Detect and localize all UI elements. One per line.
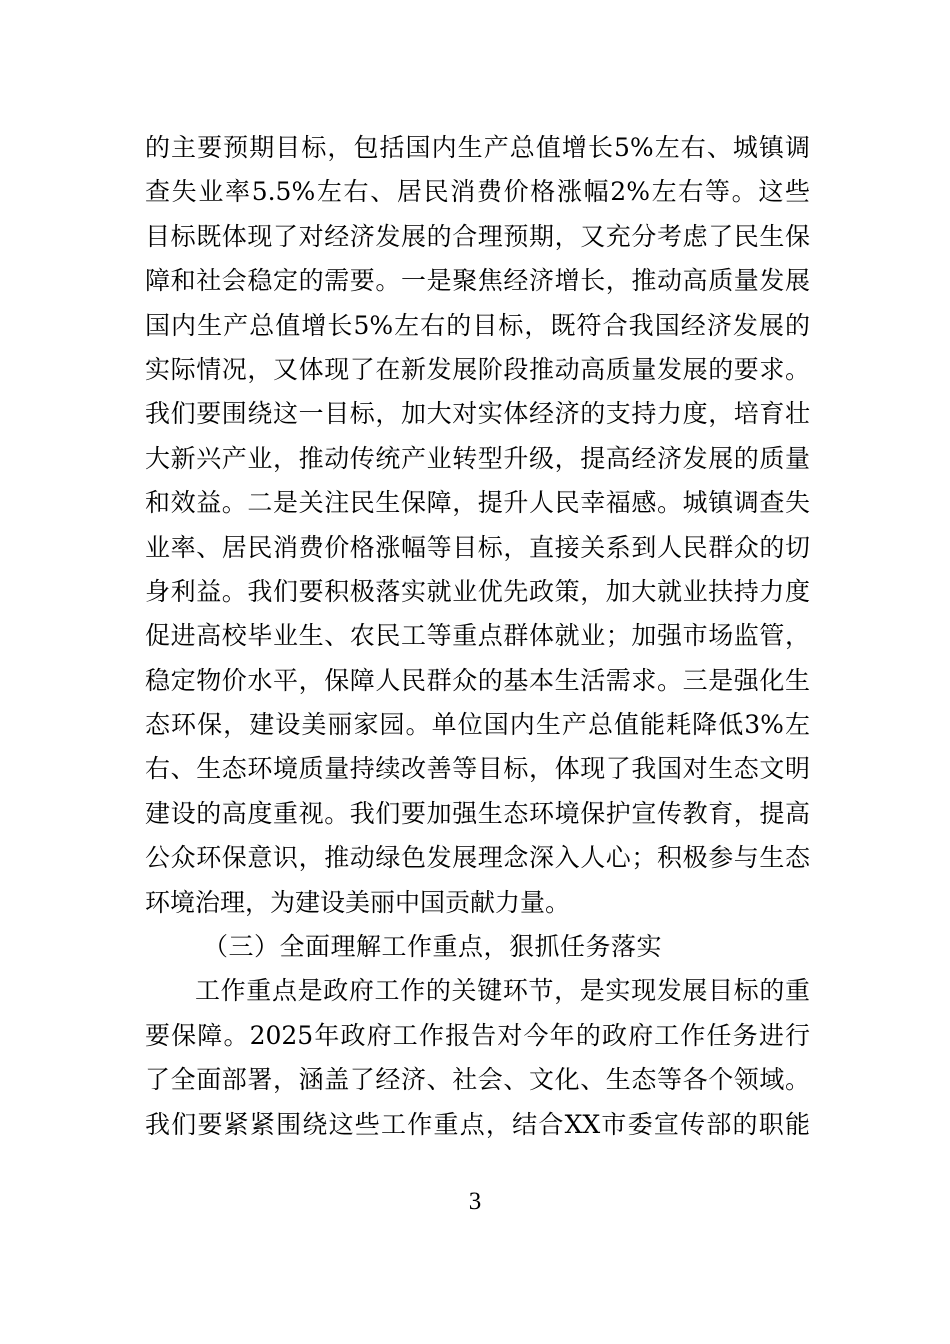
paragraph-line: 实际情况，又体现了在新发展阶段推动高质量发展的要求。: [145, 354, 810, 384]
paragraph-line: 和效益。二是关注民生保障，提升人民幸福感。城镇调查失: [145, 488, 810, 518]
paragraph-line: 查失业率5.5%左右、居民消费价格涨幅2%左右等。这些: [145, 177, 810, 207]
document-body: [145, 126, 810, 1147]
paragraph-line: 促进高校毕业生、农民工等重点群体就业；加强市场监管，: [145, 621, 810, 651]
paragraph-line: 障和社会稳定的需要。一是聚焦经济增长，推动高质量发展: [145, 266, 810, 296]
paragraph-line: 身利益。我们要积极落实就业优先政策，加大就业扶持力度: [145, 576, 810, 606]
section-heading: （三）全面理解工作重点，狠抓任务落实: [203, 932, 663, 962]
paragraph-line: 工作重点是政府工作的关键环节，是实现发展目标的重: [195, 976, 810, 1006]
paragraph-line: 我们要围绕这一目标，加大对实体经济的支持力度，培育壮: [145, 399, 810, 429]
paragraph-line: 态环保，建设美丽家园。单位国内生产总值能耗降低3%左: [145, 710, 810, 740]
paragraph-line: 右、生态环境质量持续改善等目标，体现了我国对生态文明: [145, 754, 810, 784]
paragraph-line: 我们要紧紧围绕这些工作重点，结合XX市委宣传部的职能: [145, 1109, 810, 1139]
paragraph-line: 稳定物价水平，保障人民群众的基本生活需求。三是强化生: [145, 665, 810, 695]
paragraph-line: 国内生产总值增长5%左右的目标，既符合我国经济发展的: [145, 310, 810, 340]
paragraph-line: 建设的高度重视。我们要加强生态环境保护宣传教育，提高: [145, 798, 810, 828]
paragraph-line: 大新兴产业，推动传统产业转型升级，提高经济发展的质量: [145, 443, 810, 473]
paragraph-line: 了全面部署，涵盖了经济、社会、文化、生态等各个领域。: [145, 1065, 810, 1095]
paragraph-line: 业率、居民消费价格涨幅等目标，直接关系到人民群众的切: [145, 532, 810, 562]
paragraph-line: 要保障。2025年政府工作报告对今年的政府工作任务进行: [145, 1020, 810, 1050]
paragraph-line: 的主要预期目标，包括国内生产总值增长5%左右、城镇调: [145, 133, 810, 162]
paragraph-line: 目标既体现了对经济发展的合理预期，又充分考虑了民生保: [145, 221, 810, 251]
paragraph-line: 公众环保意识，推动绿色发展理念深入人心；积极参与生态: [145, 843, 810, 873]
page-number: 3: [468, 1188, 482, 1215]
paragraph-line: 环境治理，为建设美丽中国贡献力量。: [145, 887, 571, 917]
